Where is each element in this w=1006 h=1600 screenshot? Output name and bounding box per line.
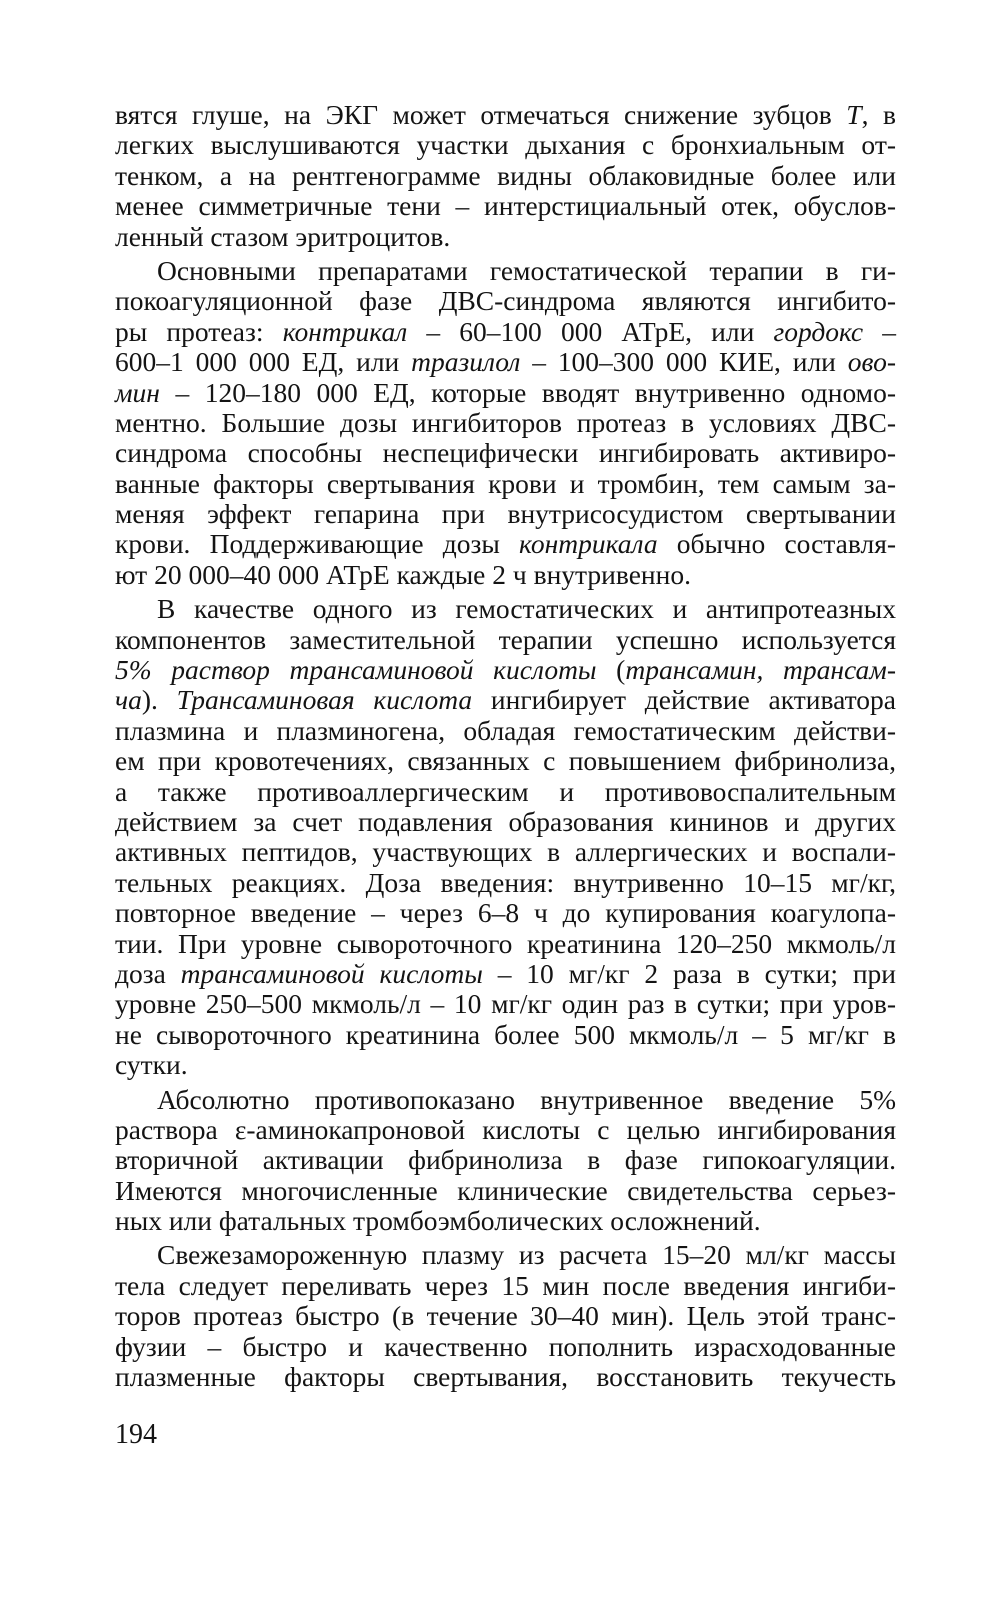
text-segment: ). xyxy=(141,684,177,716)
text-segment: Имеются многочисленные клинические свидетельства серьез- xyxy=(115,1174,896,1206)
text-segment: фузии – быстро и качественно пополнить израсходованные xyxy=(115,1330,896,1362)
text-segment: – xyxy=(863,315,896,347)
text-line xyxy=(115,438,896,468)
text-segment: вторичной активации фибринолиза в фазе гипокоагуляции. xyxy=(115,1144,896,1176)
text-segment: крови. Поддерживающие дозы xyxy=(115,528,519,560)
text-line xyxy=(115,130,896,160)
text-line xyxy=(115,286,896,316)
italic-text: мин xyxy=(115,376,160,408)
text-segment: легких выслушиваются участки дыхания с бронхиальным от- xyxy=(115,129,896,161)
text-segment: тела следует переливать через 15 мин после введения ингиби- xyxy=(115,1269,896,1301)
text-segment: не сывороточного креатинина более 500 мкмоль/л – 5 мг/кг в xyxy=(115,1018,896,1050)
text-line xyxy=(115,256,896,286)
text-segment: синдрома способны неспецифически ингибировать активиро- xyxy=(115,437,896,469)
italic-text: контрикала xyxy=(519,528,658,560)
text-line xyxy=(115,959,896,989)
text-line xyxy=(115,929,896,959)
text-segment: тии. При уровне сывороточного креатинина 120–250 мкмоль/л xyxy=(115,927,896,959)
text-line xyxy=(115,777,896,807)
page-body xyxy=(115,100,896,1392)
text-segment: менее симметричные тени – интерстициальный отек, обуслов- xyxy=(115,190,896,222)
text-line xyxy=(115,594,896,624)
text-line xyxy=(115,408,896,438)
text-line xyxy=(115,317,896,347)
italic-text: ово- xyxy=(847,346,896,378)
text-line xyxy=(115,1206,896,1236)
italic-text: Т xyxy=(846,99,862,130)
text-line xyxy=(115,378,896,408)
italic-text: контрикал xyxy=(282,315,408,347)
text-line xyxy=(115,807,896,837)
text-line xyxy=(115,685,896,715)
text-segment: покоагуляционной фазе ДВС-синдрома являются ингибито- xyxy=(115,285,896,317)
text-line xyxy=(115,1050,896,1080)
text-segment: – 10 мг/кг 2 раза в сутки; при xyxy=(482,957,896,989)
text-line xyxy=(115,989,896,1019)
italic-text: Трансаминовая кислота xyxy=(176,684,473,716)
text-line xyxy=(115,746,896,776)
text-line xyxy=(115,222,896,252)
text-segment: ных или фатальных тромбоэмболических осложнений. xyxy=(115,1205,761,1237)
text-line xyxy=(115,1020,896,1050)
text-segment: активных пептидов, участвующих в аллергических и воспали- xyxy=(115,836,896,868)
text-segment: обычно составля- xyxy=(657,528,897,560)
text-segment: плазмина и плазминогена, обладая гемостатическим действи- xyxy=(115,714,896,746)
text-line xyxy=(115,625,896,655)
text-segment: действием за счет подавления образования кининов и других xyxy=(115,805,896,837)
text-line xyxy=(115,560,896,590)
text-segment: ванные факторы свертывания крови и тромбин, тем самым за- xyxy=(115,467,896,499)
italic-text: трансамин, трансам- xyxy=(625,654,896,686)
text-line xyxy=(115,1115,896,1145)
text-segment: доза xyxy=(115,957,181,989)
text-segment: сутки. xyxy=(115,1049,188,1081)
text-line xyxy=(115,1332,896,1362)
text-segment: – 120–180 000 ЕД, которые вводят внутривенно одномо- xyxy=(159,376,896,408)
text-segment: ( xyxy=(596,654,626,686)
text-line xyxy=(115,469,896,499)
text-line xyxy=(115,347,896,377)
italic-text: гордокс xyxy=(773,315,864,347)
text-segment: Свежезамороженную плазму из расчета 15–20 мл/кг массы xyxy=(157,1239,896,1271)
text-line xyxy=(115,1271,896,1301)
text-segment: повторное введение – через 6–8 ч до купирования коагулопа- xyxy=(115,897,896,929)
text-segment: тельных реакциях. Доза введения: внутривенно 10–15 мг/кг, xyxy=(115,866,896,898)
text-segment: вятся глуше, на ЭКГ может отмечаться снижение зубцов xyxy=(115,99,847,130)
text-segment: ленный стазом эритроцитов. xyxy=(115,220,451,252)
text-line xyxy=(115,1301,896,1331)
text-line xyxy=(115,655,896,685)
text-line xyxy=(115,529,896,559)
text-line xyxy=(115,837,896,867)
italic-text: 5% раствор трансаминовой кислоты xyxy=(115,654,597,686)
text-segment: торов протеаз быстро (в течение 30–40 мин). Цель этой транс- xyxy=(115,1300,896,1332)
text-line xyxy=(115,499,896,529)
text-line xyxy=(115,1362,896,1392)
text-segment: меняя эффект гепарина при внутрисосудистом свертывании xyxy=(115,498,896,530)
text-segment: ры протеаз: xyxy=(115,315,283,347)
text-segment: плазменные факторы свертывания, восстановить текучесть xyxy=(115,1361,896,1393)
text-line xyxy=(115,1085,896,1115)
text-line xyxy=(115,161,896,191)
text-segment: ментно. Большие дозы ингибиторов протеаз в условиях ДВС- xyxy=(115,406,896,438)
page-number: 194 xyxy=(115,1419,157,1450)
text-segment: а также противоаллергическим и противовоспалительным xyxy=(115,775,896,807)
text-segment: тенком, а на рентгенограмме видны облаковидные более или xyxy=(115,159,896,191)
text-segment: ем при кровотечениях, связанных с повышением фибринолиза, xyxy=(115,745,896,777)
text-segment: раствора ε-аминокапроновой кислоты с целью ингибирования xyxy=(115,1113,896,1145)
text-line xyxy=(115,1240,896,1270)
text-segment: 600–1 000 000 ЕД, или xyxy=(115,346,412,378)
text-segment: ингибирует действие активатора xyxy=(472,684,896,716)
text-line xyxy=(115,1145,896,1175)
text-line xyxy=(115,1176,896,1206)
italic-text: трансаминовой кислоты xyxy=(180,957,483,989)
text-line xyxy=(115,716,896,746)
text-segment: В качестве одного из гемостатических и антипротеазных xyxy=(157,593,896,625)
text-segment: уровне 250–500 мкмоль/л – 10 мг/кг один раз в сутки; при уров- xyxy=(115,988,896,1020)
text-segment: – 100–300 000 КИЕ, или xyxy=(520,346,848,378)
text-segment: Абсолютно противопоказано внутривенное введение 5% xyxy=(157,1083,896,1115)
text-line xyxy=(115,191,896,221)
text-line xyxy=(115,100,896,130)
italic-text: тразилол xyxy=(411,346,521,378)
text-segment: – 60–100 000 АТрЕ, или xyxy=(407,315,774,347)
text-line xyxy=(115,898,896,928)
text-segment: Основными препаратами гемостатической терапии в ги- xyxy=(157,254,896,286)
text-line xyxy=(115,868,896,898)
text-segment: , в xyxy=(861,99,896,130)
text-segment: компонентов заместительной терапии успешно используется xyxy=(115,623,896,655)
text-segment: ют 20 000–40 000 АТрЕ каждые 2 ч внутривенно. xyxy=(115,558,691,590)
italic-text: ча xyxy=(115,684,142,716)
